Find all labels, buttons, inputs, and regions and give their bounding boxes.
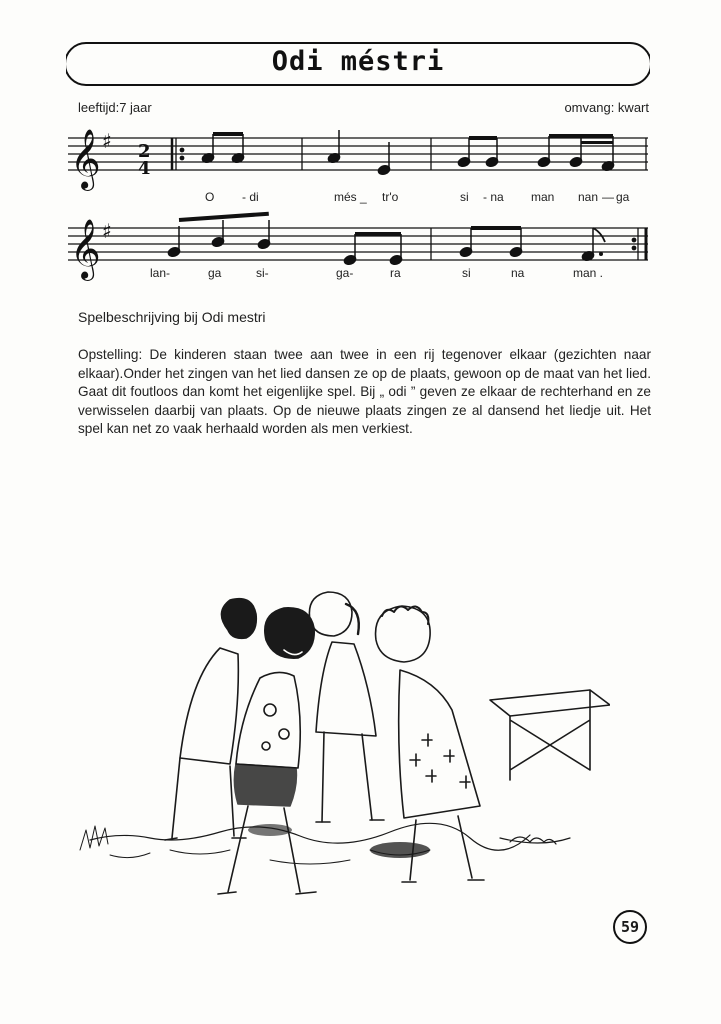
key-sig-2: ♯ (102, 219, 112, 243)
lyric-1-5: si (460, 190, 469, 204)
lyric-2-3: si- (256, 266, 269, 280)
svg-text:𝄞: 𝄞 (70, 129, 101, 189)
music-score (68, 112, 650, 287)
lyric-1-4: tr'o (382, 190, 399, 204)
range-label: omvang: kwart (564, 100, 649, 115)
lyric-2-2: ga (208, 266, 222, 280)
key-sig-1: ♯ (102, 129, 112, 153)
lyric-1-dash2: — (602, 190, 614, 204)
lyric-1-8: nan (578, 190, 599, 204)
lyric-1-7: man (531, 190, 555, 204)
game-description-heading: Spelbeschrijving bij Odi mestri (78, 309, 266, 325)
svg-text:2: 2 (138, 141, 151, 162)
age-label: leeftijd:7 jaar (78, 100, 152, 115)
lyric-2-6: si (462, 266, 471, 280)
svg-text:𝄞: 𝄞 (70, 219, 101, 279)
title-frame (66, 40, 650, 88)
page-title: Odi méstri (271, 46, 445, 77)
lyric-2-1: lan- (150, 266, 171, 280)
lyric-1-dash: _ (360, 190, 367, 204)
page-number-badge: 59 (613, 910, 647, 944)
game-description-body: Opstelling: De kinderen staan twee aan twee in een rij tegenover elkaar (gezichten naar elkaar).Onder het zingen van het lied dansen ze op de plaats, gewoon op de maat van het lied. Gaat dit foutloos dan komt het eigenlijke spel. Bij „ odi ” geven ze elkaar de rechterhand en ze verwisselen daarbij van plaats. Op de nieuwe plaats zingen ze al dansend het liedje uit. Het spel kan net zo vaak herhaald worden als men verkiest. (78, 347, 651, 437)
lyric-1-9: ga (616, 190, 630, 204)
lyric-2-7: na (511, 266, 525, 280)
svg-text:4: 4 (138, 158, 151, 179)
lyric-1-3: més (334, 190, 357, 204)
lyric-2-4: ga- (336, 266, 354, 280)
lyric-1-6: - na (483, 190, 504, 204)
staff-drawing (68, 112, 650, 282)
lyric-1-1: O (205, 190, 215, 204)
lyric-2-8: man . (573, 266, 604, 280)
lyric-2-5: ra (390, 266, 401, 280)
children-illustration (70, 520, 610, 915)
lyric-1-2: - di (242, 190, 259, 204)
